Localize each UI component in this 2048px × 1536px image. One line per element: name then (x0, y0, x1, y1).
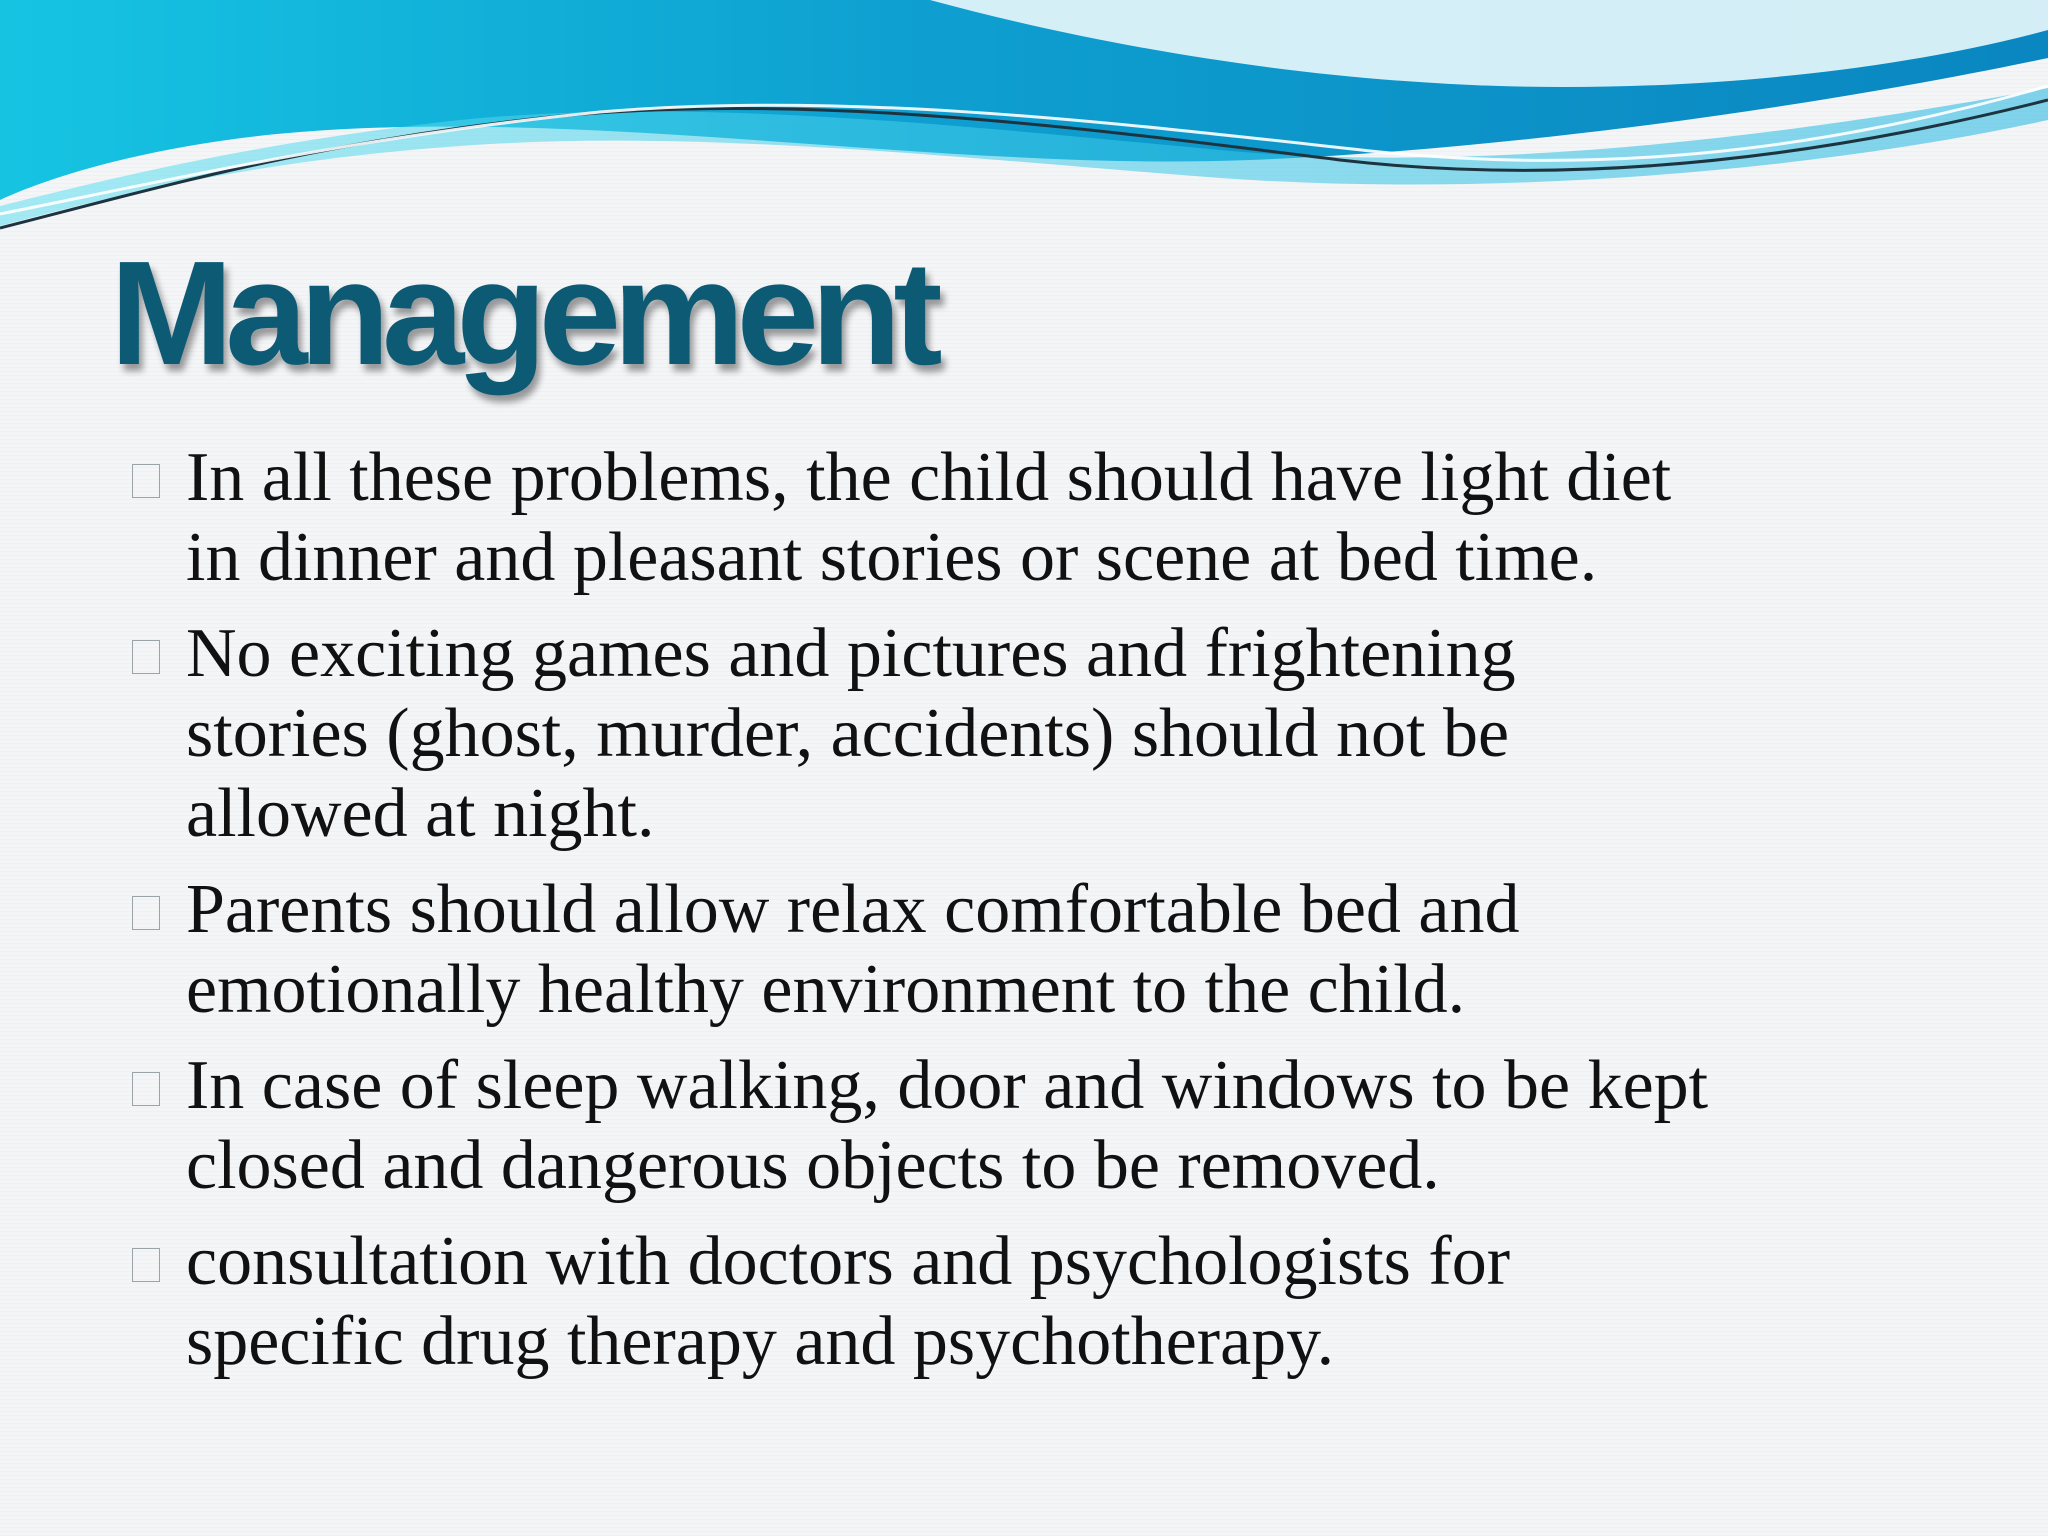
bullet-list (128, 438, 1928, 1398)
bullet-text-line: closed and dangerous objects to be removed. (186, 1127, 1440, 1204)
bullet-text-line: in dinner and pleasant stories or scene at bed time. (186, 519, 1598, 596)
bullet-text-line: In case of sleep walking, door and windows to be kept (186, 1047, 1709, 1124)
bullet-text-line: consultation with doctors and psychologists for (186, 1223, 1511, 1300)
bullet-item (128, 438, 1928, 598)
hollow-square-bullet-icon (132, 896, 160, 930)
bullet-text-line: In all these problems, the child should have light diet (186, 439, 1672, 516)
bullet-text-line: specific drug therapy and psychotherapy. (186, 1303, 1335, 1380)
bullet-text-line: stories (ghost, murder, accidents) should not be (186, 695, 1510, 772)
slide-title: Management (110, 231, 935, 396)
bullet-item (128, 614, 1928, 854)
hollow-square-bullet-icon (132, 1248, 160, 1282)
bullet-item (128, 1222, 1928, 1382)
bullet-text-line: allowed at night. (186, 775, 655, 852)
bullet-text-line: Parents should allow relax comfortable bed and (186, 871, 1520, 948)
hollow-square-bullet-icon (132, 640, 160, 674)
bullet-item (128, 870, 1928, 1030)
bullet-item (128, 1046, 1928, 1206)
header-wave-decoration (0, 0, 2048, 240)
hollow-square-bullet-icon (132, 464, 160, 498)
bullet-text-line: emotionally healthy environment to the child. (186, 951, 1466, 1028)
bullet-text-line: No exciting games and pictures and frightening (186, 615, 1516, 692)
hollow-square-bullet-icon (132, 1072, 160, 1106)
